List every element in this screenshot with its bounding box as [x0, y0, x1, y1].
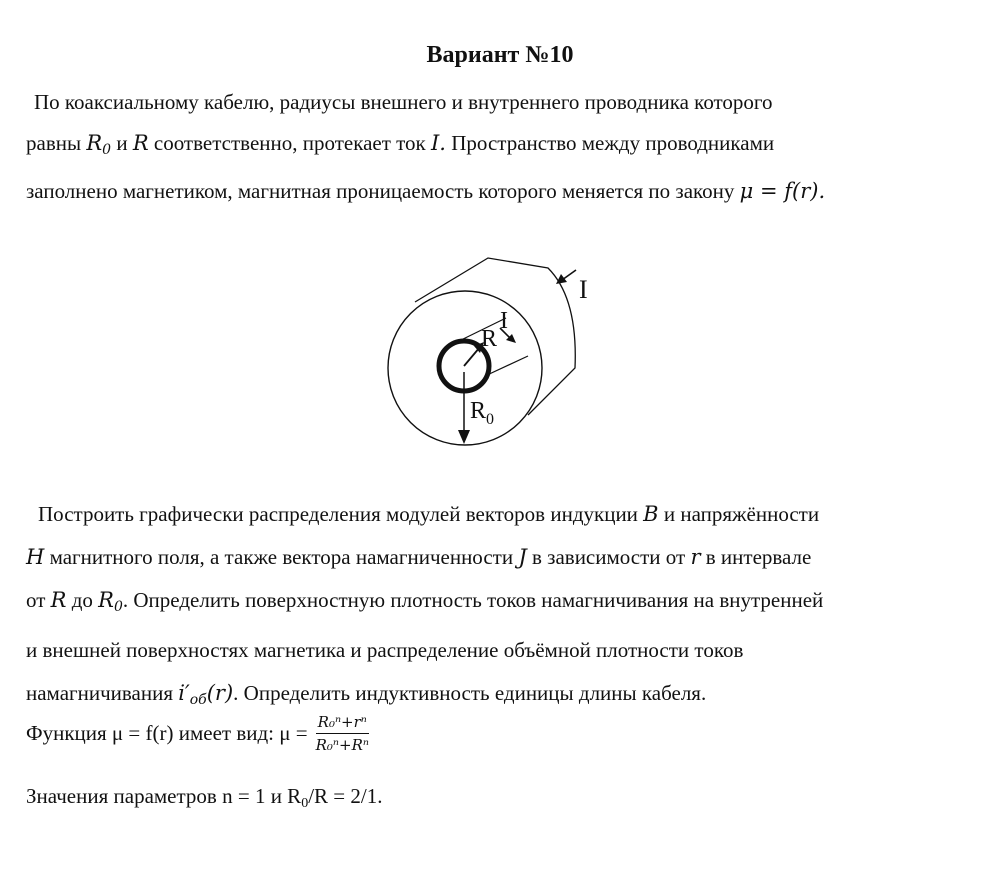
outer-current-label: I: [579, 275, 588, 304]
fraction-numerator: R₀ⁿ+rⁿ: [316, 712, 369, 734]
text-line: H магнитного поля, а также вектора намагниченности J в зависимости от r в интервале: [26, 545, 812, 569]
symbol-B: B: [643, 502, 659, 526]
symbol-r: r: [690, 545, 701, 569]
text-line: заполнено магнетиком, магнитная проницаемость которого меняется по закону μ = f(r).: [26, 179, 826, 203]
symbol-R: R: [50, 588, 67, 612]
outer-conductor-circle: [388, 291, 542, 445]
radius-R-label: R: [481, 326, 498, 352]
fraction-denominator: R₀ⁿ+Rⁿ: [315, 736, 369, 754]
function-label: Функция μ = f(r) имеет вид: μ =: [26, 721, 308, 745]
coaxial-cable-diagram: [370, 250, 630, 450]
text-line: и внешней поверхностях магнетика и распределение объёмной плотности токов: [26, 638, 744, 662]
symbol-i-ob: $i'_{об}(r)$: [178, 681, 234, 708]
radius-R0-label: $R_0$: [470, 398, 495, 428]
inner-current-label: I: [500, 308, 508, 334]
symbol-I: I.: [431, 131, 446, 155]
radius-R0-arrowhead: [458, 430, 470, 444]
parameter-values: Значения параметров n = 1 и $R_0/R = 2/1$.: [26, 784, 383, 811]
mu-fraction: [314, 712, 371, 755]
function-definition: [26, 712, 371, 755]
symbol-H: H: [26, 545, 45, 569]
mu-law: μ = f(r).: [739, 179, 826, 203]
symbol-R0: $R_0$: [86, 131, 112, 158]
text-line: от R до $R_0$. Определить поверхностную плотность токов намагничивания на внутренней: [26, 588, 824, 615]
text-line: равны $R_0$ и R соответственно, протекает ток I. Пространство между проводниками: [26, 131, 775, 158]
text-line: Построить графически распределения модулей векторов индукции B и напряжённости: [38, 502, 820, 526]
symbol-J: J: [518, 545, 527, 569]
symbol-R: R: [132, 131, 149, 155]
page-title: Вариант №10: [426, 42, 574, 68]
problem-statement: [26, 82, 976, 212]
text-line: По коаксиальному кабелю, радиусы внешнего и внутреннего проводника которого: [34, 90, 773, 114]
symbol-R0: $R_0$: [98, 588, 123, 615]
text-line: намагничивания $i'_{об}(r)$. Определить индуктивность единицы длины кабеля.: [26, 681, 707, 708]
task-statement: [26, 493, 976, 722]
